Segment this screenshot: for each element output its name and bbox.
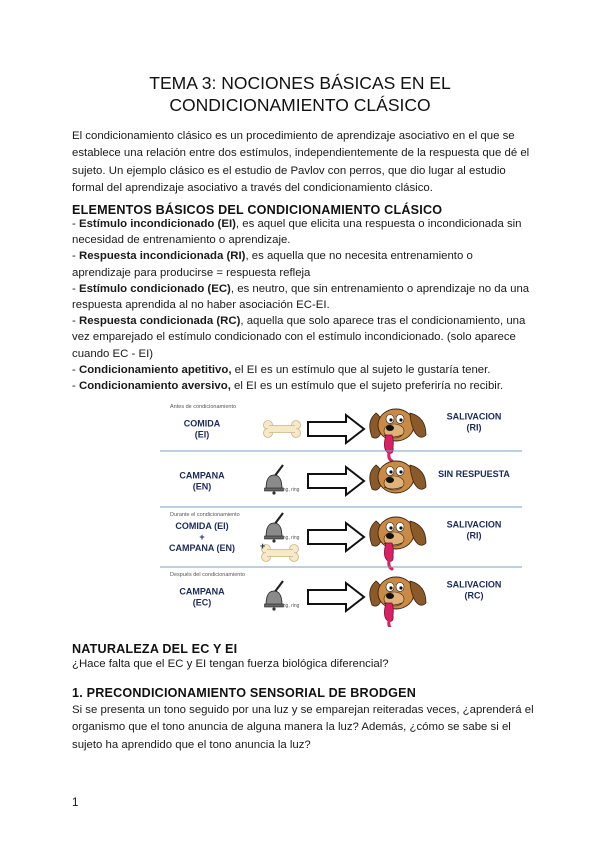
term: Estímulo incondicionado (EI) bbox=[78, 218, 236, 230]
dog-icon bbox=[370, 409, 426, 441]
list-item: - Condicionamiento aversivo, el EI es un estímulo que el sujeto preferiría no recibir. bbox=[72, 380, 504, 393]
naturaleza-heading: NATURALEZA DEL EC Y EI bbox=[72, 642, 238, 656]
bell-sound: ring, ring bbox=[280, 535, 300, 541]
stimulus-label: COMIDA bbox=[183, 418, 221, 429]
stimulus-label: COMIDA (EI) bbox=[175, 521, 229, 531]
row-note: Después del condicionamiento bbox=[170, 572, 245, 578]
response-label: SIN RESPUESTA bbox=[438, 469, 510, 479]
figure-row bbox=[170, 404, 501, 461]
arrow-icon bbox=[308, 583, 364, 611]
arrow-icon bbox=[308, 415, 364, 443]
term: Respuesta condicionada (RC) bbox=[78, 315, 241, 328]
bone-icon bbox=[262, 545, 299, 562]
stimulus-label: (EI) bbox=[194, 429, 210, 440]
dog-icon bbox=[370, 577, 426, 609]
list-item: - Respuesta condicionada (RC), aquella que solo aparece tras el condicionamiento, una vez emparejado el estímulo condicionado con el estímulo incondicionado. (solo aparece cuando EC - EI) bbox=[72, 315, 526, 360]
page-number: 1 bbox=[72, 797, 79, 809]
term: Condicionamiento aversivo, bbox=[78, 380, 231, 393]
intro-paragraph: El condicionamiento clásico es un procedimiento de aprendizaje asociativo en el que se establece una relación entre dos estímulos, independientemente de la respuesta que dé el sujeto. Un ejemplo clásico es el estudio de Pavlov con perros, que dio lugar al estudio formal del aprendizaje asociativo a través del condicionamiento clásico. bbox=[72, 130, 530, 194]
list-item: - Respuesta incondicionada (RI), es aquella que no necesita entrenamiento o aprendizaje para producirse = respuesta refleja bbox=[72, 250, 473, 279]
stimulus-label: CAMPANA bbox=[179, 586, 225, 597]
term: Respuesta incondicionada (RI) bbox=[78, 250, 246, 263]
dog-icon bbox=[370, 461, 426, 493]
response-label: (RC) bbox=[464, 590, 484, 601]
precond-heading: 1. PRECONDICIONAMIENTO SENSORIAL DE BRODGEN bbox=[72, 686, 417, 700]
response-label: (RI) bbox=[466, 530, 482, 541]
list-item: - Condicionamiento apetitivo, el EI es un estímulo que al sujeto le gustaría tener. bbox=[72, 363, 491, 376]
precond-text: Si se presenta un tono seguido por una luz y se emparejan reiteradas veces, ¿aprenderá el organismo que el tono anuncia de alguna manera la luz? Además, ¿cómo se sabe si el sujeto ha aprendido que el tono anuncia la luz? bbox=[72, 704, 534, 751]
response-label: (RI) bbox=[466, 422, 482, 433]
pavlov-figure bbox=[160, 395, 522, 627]
dog-icon bbox=[370, 517, 426, 549]
stimulus-label: + bbox=[199, 532, 205, 542]
elements-heading: ELEMENTOS BÁSICOS DEL CONDICIONAMIENTO CLÁSICO bbox=[72, 203, 443, 217]
arrow-icon bbox=[308, 467, 364, 495]
stimulus-label: CAMPANA bbox=[179, 470, 225, 481]
row-note: Antes de condicionamiento bbox=[170, 404, 237, 410]
term: Estímulo condicionado (EC) bbox=[78, 282, 231, 295]
naturaleza-text: ¿Hace falta que el EC y EI tengan fuerza biológica diferencial? bbox=[72, 658, 389, 670]
response-label: SALIVACION bbox=[446, 579, 502, 590]
stimulus-label: (EN) bbox=[192, 481, 212, 492]
stimulus-label: CAMPANA (EN) bbox=[169, 543, 235, 553]
term: Condicionamiento apetitivo, bbox=[78, 363, 232, 376]
pavlov-diagram bbox=[160, 395, 522, 627]
bell-sound: ring, ring bbox=[280, 487, 300, 493]
page-title: TEMA 3: NOCIONES BÁSICAS EN EL CONDICIONAMIENTO CLÁSICO bbox=[149, 73, 451, 115]
tongue-icon bbox=[384, 603, 393, 627]
figure-row bbox=[160, 567, 522, 627]
bone-icon bbox=[264, 421, 301, 438]
elements-list bbox=[72, 216, 534, 394]
response-label: SALIVACION bbox=[446, 519, 502, 530]
plus-sign: + bbox=[260, 541, 266, 551]
bell-sound: ring, ring bbox=[280, 603, 300, 609]
stimulus-label: (EC) bbox=[192, 597, 212, 608]
list-item: - Estímulo condicionado (EC), es neutro, que sin entrenamiento o aprendizaje no da una respuesta aprendida al no haber asociación EC-EI. bbox=[72, 282, 530, 312]
list-item: - Estímulo incondicionado (EI), es aquel que elicita una respuesta o incondicionada sin necesidad de entrenamiento o aprendizaje. bbox=[72, 218, 522, 247]
row-note: Durante el condicionamiento bbox=[170, 512, 240, 518]
tongue-icon bbox=[384, 543, 393, 569]
arrow-icon bbox=[308, 523, 364, 551]
response-label: SALIVACION bbox=[446, 411, 502, 422]
figure-row bbox=[160, 451, 522, 495]
figure-row bbox=[160, 507, 522, 569]
tongue-icon bbox=[384, 435, 393, 461]
